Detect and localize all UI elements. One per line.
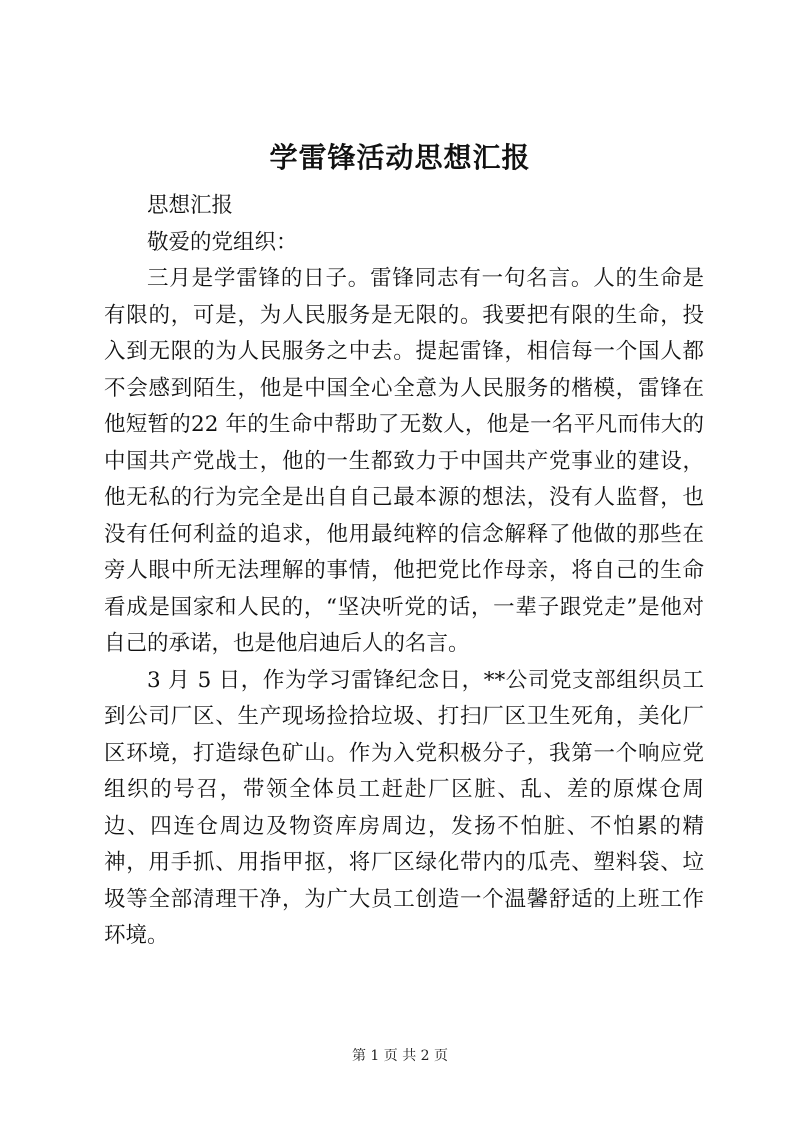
document-body: [104, 188, 704, 955]
document-title: 学雷锋活动思想汇报: [269, 141, 531, 174]
paragraph-body-2: 3 月 5 日，作为学习雷锋纪念日，**公司党支部组织员工到公司厂区、生产现场捡拾垃圾、打扫厂区卫生死角，美化厂区环境，打造绿色矿山。作为入党积极分子，我第一个响应党组织的号召，带领全体员工赶赴厂区脏、乱、差的原煤仓周边、四连仓周边及物资库房周边，发扬不怕脏、不怕累的精神，用手抓、用指甲抠，将厂区绿化带内的瓜壳、塑料袋、垃圾等全部清理干净，为广大员工创造一个温馨舒适的上班工作环境。: [104, 667, 704, 948]
page-footer: 第 1 页 共 2 页: [351, 1048, 449, 1064]
paragraph-salutation-heading: 思想汇报: [147, 193, 234, 218]
paragraph-addressee: 敬爱的党组织：: [147, 229, 298, 255]
paragraph-body-1: 三月是学雷锋的日子。雷锋同志有一句名言。人的生命是有限的，可是，为人民服务是无限的。我要把有限的生命，投入到无限的为人民服务之中去。提起雷锋，相信每一个国人都不会感到陌生，他是中国全心全意为人民服务的楷模，雷锋在他短暂的22 年的生命中帮助了无数人，他是一名平凡而伟大的中国共产党战士，他的一生都致力于中国共产党事业的建设，他无私的行为完全是出自自己最本源的想法，没有人监督，也没有任何利益的追求，他用最纯粹的信念解释了他做的那些在旁人眼中所无法理解的事情，他把党比作母亲，将自己的生命看成是国家和人民的，“坚决听党的话，一辈子跟党走”是他对自己的承诺，也是他启迪后人的名言。: [104, 266, 704, 656]
